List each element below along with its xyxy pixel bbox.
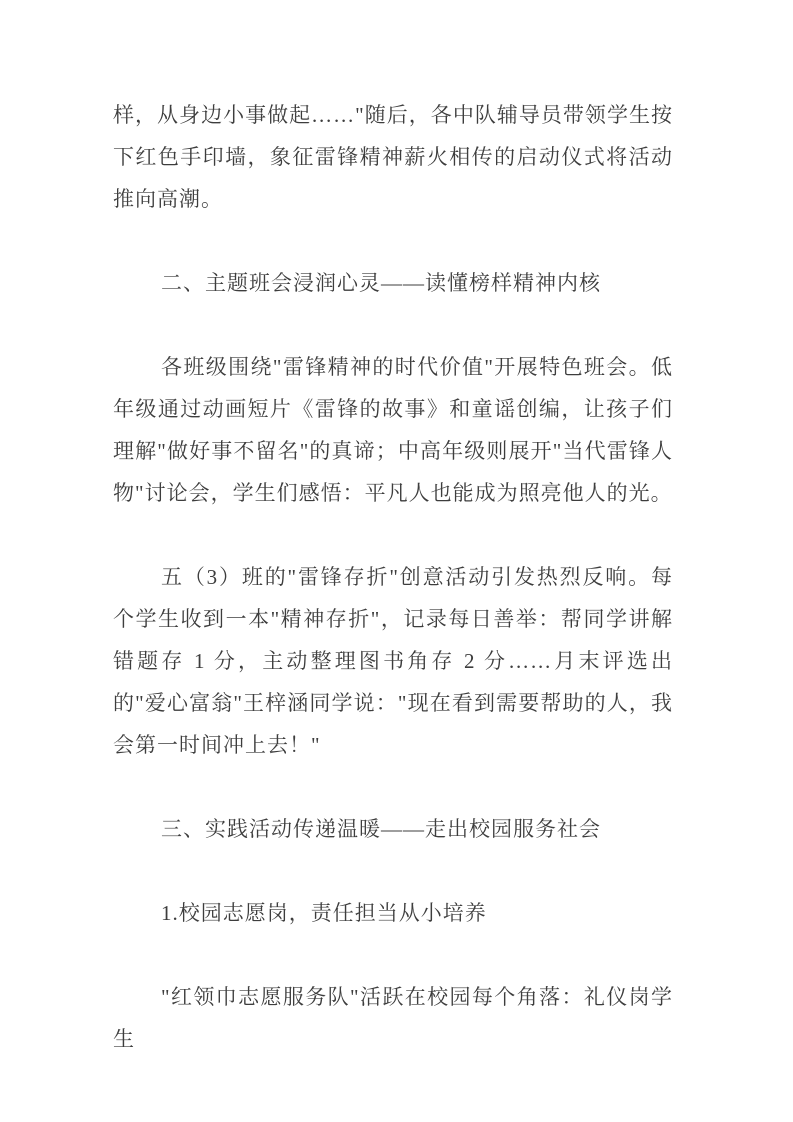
section-heading-3: 三、实践活动传递温暖——走出校园服务社会: [161, 817, 601, 841]
paragraph-leifeng-passbook: 五（3）班的"雷锋存折"创意活动引发热烈反响。每个学生收到一本"精神存折"，记录每日善举：帮同学讲解错题存 1 分，主动整理图书角存 2 分……月末评选出的"爱心富翁"王梓涵同学说："现在看到需要帮助的人，我会第一时间冲上去！": [113, 565, 673, 757]
sub-heading-volunteer-post: 1.校园志愿岗，责任担当从小培养: [161, 901, 487, 925]
document-text-area: [113, 94, 673, 1102]
section-heading-2: 二、主题班会浸润心灵——读懂榜样精神内核: [161, 271, 601, 295]
paragraph-class-meetings: 各班级围绕"雷锋精神的时代价值"开展特色班会。低年级通过动画短片《雷锋的故事》和童谣创编，让孩子们理解"做好事不留名"的真谛；中高年级则展开"当代雷锋人物"讨论会，学生们感悟：平凡人也能成为照亮他人的光。: [113, 355, 673, 505]
paragraph-continuation: 样，从身边小事做起……"随后，各中队辅导员带领学生按下红色手印墙，象征雷锋精神薪火相传的启动仪式将活动推向高潮。: [113, 103, 673, 211]
paragraph-volunteer-team: "红领巾志愿服务队"活跃在校园每个角落：礼仪岗学生: [113, 985, 673, 1051]
